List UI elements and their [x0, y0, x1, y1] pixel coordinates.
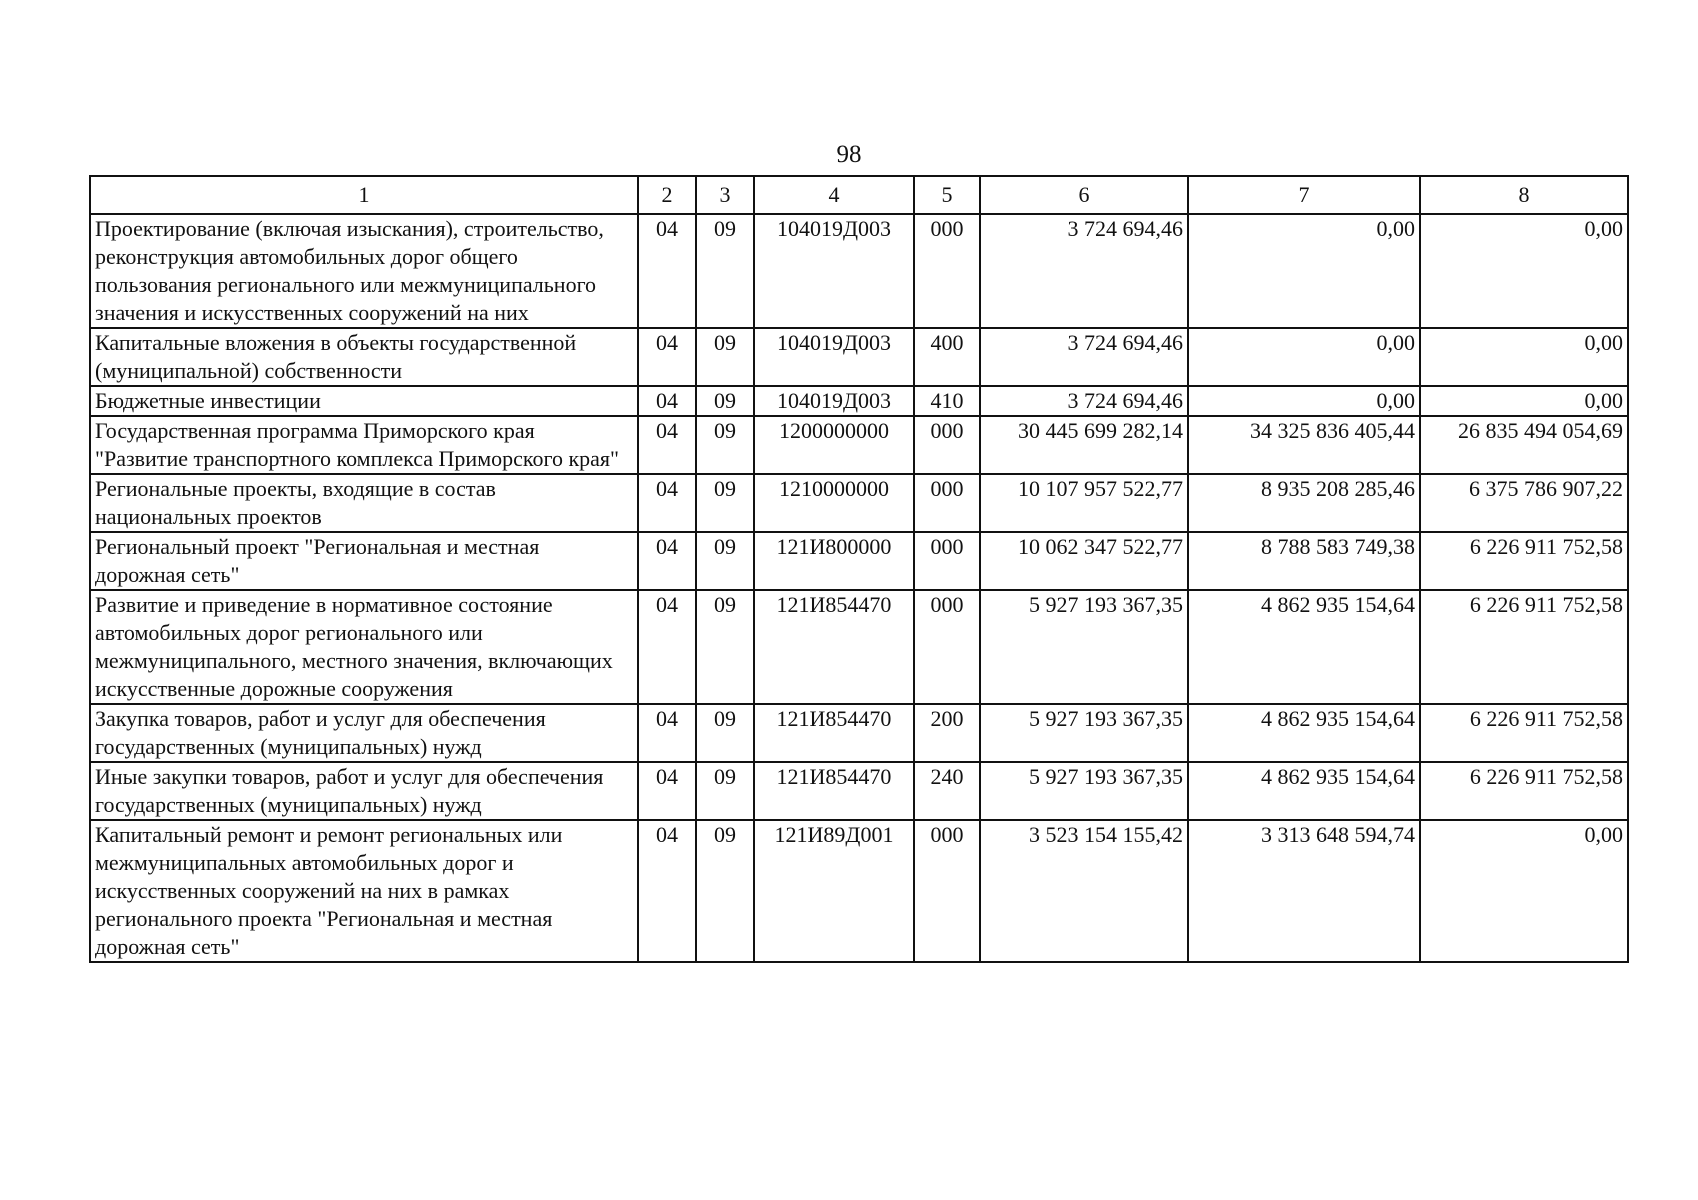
page-number: 98	[836, 141, 862, 168]
row-name: Региональный проект "Региональная и местная дорожная сеть"	[90, 532, 638, 590]
row-target: 121И854470	[754, 762, 914, 820]
row-name: Государственная программа Приморского края "Развитие транспортного комплекса Приморского края"	[90, 416, 638, 474]
row-section: 04	[638, 590, 696, 704]
row-sum-year3: 0,00	[1420, 820, 1628, 962]
row-expense-type: 000	[914, 820, 980, 962]
row-target: 104019Д003	[754, 328, 914, 386]
row-subsection: 09	[696, 762, 754, 820]
row-name: Проектирование (включая изыскания), строительство, реконструкция автомобильных дорог общего пользования регионального или межмуниципального значения и искусственных сооружений на них	[90, 214, 638, 328]
row-name: Иные закупки товаров, работ и услуг для обеспечения государственных (муниципальных) нужд	[90, 762, 638, 820]
row-sum-year2: 4 862 935 154,64	[1188, 704, 1420, 762]
row-name: Региональные проекты, входящие в состав национальных проектов	[90, 474, 638, 532]
row-sum-year2: 8 935 208 285,46	[1188, 474, 1420, 532]
row-sum-year3: 6 226 911 752,58	[1420, 532, 1628, 590]
row-sum-year1: 30 445 699 282,14	[980, 416, 1188, 474]
row-section: 04	[638, 762, 696, 820]
row-section: 04	[638, 704, 696, 762]
row-section: 04	[638, 386, 696, 416]
row-sum-year2: 4 862 935 154,64	[1188, 762, 1420, 820]
row-expense-type: 000	[914, 214, 980, 328]
row-target: 104019Д003	[754, 386, 914, 416]
row-sum-year1: 3 724 694,46	[980, 328, 1188, 386]
header-col-5: 5	[914, 176, 980, 214]
row-sum-year1: 5 927 193 367,35	[980, 590, 1188, 704]
header-col-2: 2	[638, 176, 696, 214]
row-section: 04	[638, 416, 696, 474]
row-target: 121И854470	[754, 590, 914, 704]
table-row	[90, 820, 1628, 962]
row-sum-year3: 0,00	[1420, 214, 1628, 328]
table-row	[90, 590, 1628, 704]
row-sum-year3: 26 835 494 054,69	[1420, 416, 1628, 474]
budget-table	[89, 175, 1629, 963]
row-expense-type: 000	[914, 416, 980, 474]
row-expense-type: 410	[914, 386, 980, 416]
row-section: 04	[638, 532, 696, 590]
row-name: Капитальный ремонт и ремонт региональных или межмуниципальных автомобильных дорог и искусственных сооружений на них в рамках регионального проекта "Региональная и местная дорожная сеть"	[90, 820, 638, 962]
header-col-6: 6	[980, 176, 1188, 214]
table-row	[90, 386, 1628, 416]
row-subsection: 09	[696, 532, 754, 590]
row-target: 104019Д003	[754, 214, 914, 328]
row-sum-year1: 5 927 193 367,35	[980, 704, 1188, 762]
header-col-4: 4	[754, 176, 914, 214]
row-sum-year2: 8 788 583 749,38	[1188, 532, 1420, 590]
row-subsection: 09	[696, 474, 754, 532]
header-col-7: 7	[1188, 176, 1420, 214]
row-section: 04	[638, 328, 696, 386]
table-row	[90, 328, 1628, 386]
row-sum-year1: 10 062 347 522,77	[980, 532, 1188, 590]
row-sum-year2: 4 862 935 154,64	[1188, 590, 1420, 704]
row-sum-year2: 34 325 836 405,44	[1188, 416, 1420, 474]
table-row	[90, 214, 1628, 328]
header-row	[90, 176, 1628, 214]
row-sum-year1: 3 523 154 155,42	[980, 820, 1188, 962]
row-sum-year1: 5 927 193 367,35	[980, 762, 1188, 820]
row-subsection: 09	[696, 416, 754, 474]
row-sum-year3: 6 226 911 752,58	[1420, 590, 1628, 704]
table-row	[90, 416, 1628, 474]
row-name: Развитие и приведение в нормативное состояние автомобильных дорог регионального или межмуниципального, местного значения, включающих искусственные дорожные сооружения	[90, 590, 638, 704]
table-row	[90, 474, 1628, 532]
table-row	[90, 762, 1628, 820]
row-sum-year3: 0,00	[1420, 328, 1628, 386]
row-subsection: 09	[696, 328, 754, 386]
row-sum-year2: 3 313 648 594,74	[1188, 820, 1420, 962]
header-col-3: 3	[696, 176, 754, 214]
row-section: 04	[638, 820, 696, 962]
row-subsection: 09	[696, 704, 754, 762]
row-target: 1200000000	[754, 416, 914, 474]
row-expense-type: 400	[914, 328, 980, 386]
row-name: Бюджетные инвестиции	[90, 386, 638, 416]
table-row	[90, 532, 1628, 590]
row-sum-year3: 0,00	[1420, 386, 1628, 416]
header-col-1: 1	[90, 176, 638, 214]
row-expense-type: 000	[914, 474, 980, 532]
row-sum-year1: 10 107 957 522,77	[980, 474, 1188, 532]
row-name: Закупка товаров, работ и услуг для обеспечения государственных (муниципальных) нужд	[90, 704, 638, 762]
row-expense-type: 000	[914, 590, 980, 704]
row-sum-year1: 3 724 694,46	[980, 214, 1188, 328]
row-expense-type: 200	[914, 704, 980, 762]
row-sum-year3: 6 226 911 752,58	[1420, 762, 1628, 820]
row-sum-year2: 0,00	[1188, 386, 1420, 416]
header-col-8: 8	[1420, 176, 1628, 214]
row-sum-year3: 6 226 911 752,58	[1420, 704, 1628, 762]
row-target: 121И89Д001	[754, 820, 914, 962]
row-subsection: 09	[696, 214, 754, 328]
row-subsection: 09	[696, 820, 754, 962]
row-sum-year2: 0,00	[1188, 214, 1420, 328]
row-expense-type: 240	[914, 762, 980, 820]
row-name: Капитальные вложения в объекты государственной (муниципальной) собственности	[90, 328, 638, 386]
row-target: 1210000000	[754, 474, 914, 532]
row-subsection: 09	[696, 590, 754, 704]
row-sum-year2: 0,00	[1188, 328, 1420, 386]
row-sum-year1: 3 724 694,46	[980, 386, 1188, 416]
row-section: 04	[638, 214, 696, 328]
row-section: 04	[638, 474, 696, 532]
row-sum-year3: 6 375 786 907,22	[1420, 474, 1628, 532]
row-target: 121И800000	[754, 532, 914, 590]
row-target: 121И854470	[754, 704, 914, 762]
table-row	[90, 704, 1628, 762]
row-expense-type: 000	[914, 532, 980, 590]
row-subsection: 09	[696, 386, 754, 416]
